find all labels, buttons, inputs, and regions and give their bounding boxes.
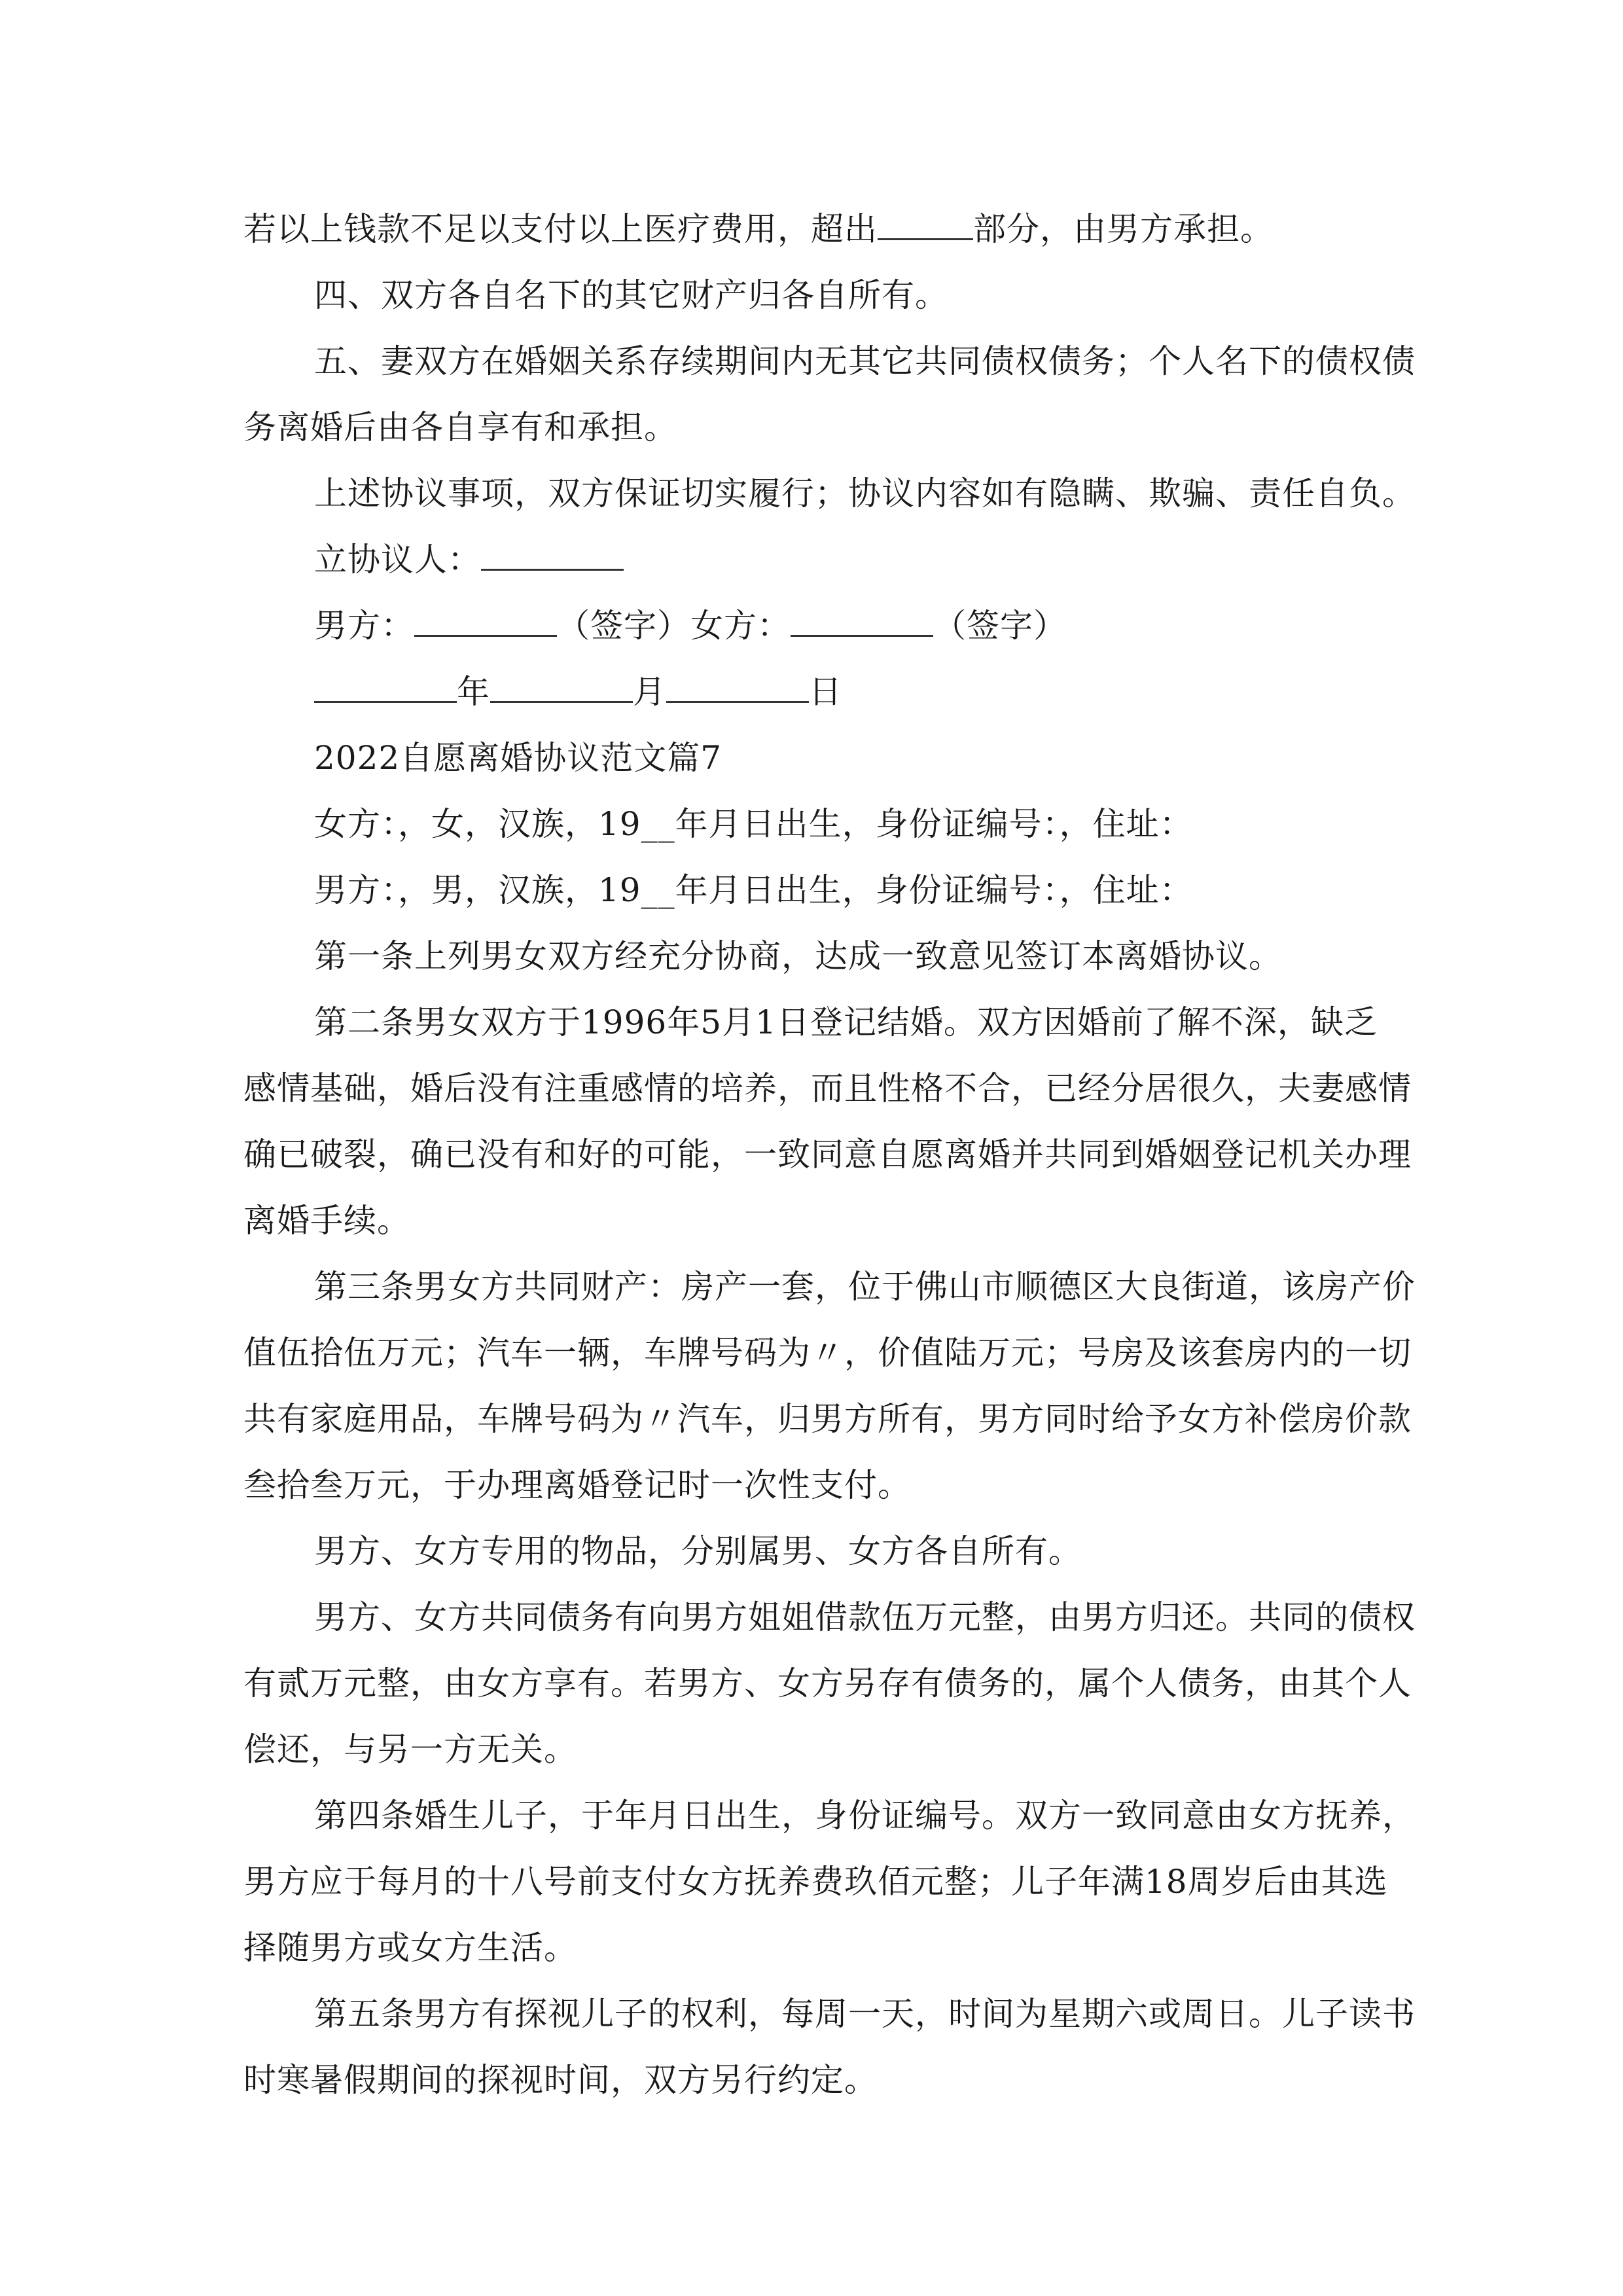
month-label: 月	[633, 673, 666, 711]
article-line: 值伍拾伍万元；汽车一辆，车牌号码为〃，价值陆万元；号房及该套房内的一切	[243, 1334, 1412, 1372]
female-signature-blank	[791, 609, 933, 637]
article-line: 时寒暑假期间的探视时间，双方另行约定。	[243, 2061, 878, 2099]
article-line: 男方、女方专用的物品，分别属男、女方各自所有。	[314, 1532, 1082, 1570]
section-title: 2022自愿离婚协议范文篇7	[314, 739, 722, 777]
article-line: 男方、女方共同债务有向男方姐姐借款伍万元整，由男方归还。共同的债权	[314, 1598, 1416, 1636]
sign-note: （签字）	[557, 607, 690, 645]
article-line: 第四条婚生儿子，于年月日出生，身份证编号。双方一致同意由女方抚养，	[314, 1797, 1416, 1835]
article-line: 偿还，与另一方无关。	[243, 1731, 577, 1768]
article-line: 确已破裂，确已没有和好的可能，一致同意自愿离婚并共同到婚姻登记机关办理	[243, 1136, 1412, 1174]
article-line: 共有家庭用品，车牌号码为〃汽车，归男方所有，男方同时给予女方补偿房价款	[243, 1400, 1412, 1438]
signatory-line	[243, 527, 1395, 593]
signature-blank	[481, 543, 624, 571]
month-blank	[490, 675, 633, 703]
year-label: 年	[457, 673, 490, 711]
male-label: 男方：	[314, 607, 414, 645]
date-row	[243, 659, 1395, 725]
male-signature-blank	[414, 609, 557, 637]
article-line: 男方应于每月的十八号前支付女方抚养费玖佰元整；儿子年满18周岁后由其选	[243, 1863, 1388, 1901]
text-segment: 五、妻双方在婚姻关系存续期间内无其它共同债权债务；个人名下的债权债	[314, 342, 1416, 380]
document-body	[243, 196, 1416, 2113]
article-line: 第一条上列男女双方经充分协商，达成一致意见签订本离婚协议。	[314, 937, 1282, 975]
year-blank	[314, 675, 457, 703]
text-segment: 上述协议事项，双方保证切实履行；协议内容如有隐瞒、欺骗、责任自负。	[314, 475, 1416, 512]
party-line-female: 女方：，女，汉族，19__年月日出生，身份证编号：，住址：	[314, 805, 1193, 843]
sign-note: （签字）	[933, 607, 1067, 645]
party-line-male: 男方：，男，汉族，19__年月日出生，身份证编号：，住址：	[314, 871, 1193, 909]
paragraph-line	[243, 262, 1395, 329]
female-label: 女方：	[690, 607, 791, 645]
signature-row	[243, 593, 1395, 659]
article-line: 感情基础，婚后没有注重感情的培养，而且性格不合，已经分居很久，夫妻感情	[243, 1069, 1412, 1107]
text-segment: 务离婚后由各自享有和承担。	[243, 408, 677, 446]
blank-underline	[878, 212, 973, 240]
signatory-label: 立协议人：	[314, 541, 481, 579]
text-segment: 四、双方各自名下的其它财产归各自所有。	[314, 276, 948, 314]
paragraph-line	[243, 395, 1395, 461]
article-line: 第五条男方有探视儿子的权利，每周一天，时间为星期六或周日。儿子读书	[314, 1995, 1416, 2033]
text-segment: 若以上钱款不足以支付以上医疗费用，超出	[243, 210, 878, 248]
article-line: 叁拾叁万元，于办理离婚登记时一次性支付。	[243, 1466, 911, 1504]
article-line: 第三条男女方共同财产：房产一套，位于佛山市顺德区大良街道，该房产价	[314, 1268, 1416, 1306]
day-blank	[666, 675, 809, 703]
day-label: 日	[809, 673, 842, 711]
paragraph-line	[243, 196, 1395, 262]
article-line: 择随男方或女方生活。	[243, 1929, 577, 1967]
paragraph-line	[243, 329, 1416, 395]
article-line: 有贰万元整，由女方享有。若男方、女方另存有债务的，属个人债务，由其个人	[243, 1664, 1412, 1702]
article-line: 第二条男女双方于1996年5月1日登记结婚。双方因婚前了解不深，缺乏	[314, 1003, 1378, 1041]
text-segment: 部分，由男方承担。	[973, 210, 1274, 248]
paragraph-line	[243, 461, 1416, 527]
article-line: 离婚手续。	[243, 1202, 410, 1240]
